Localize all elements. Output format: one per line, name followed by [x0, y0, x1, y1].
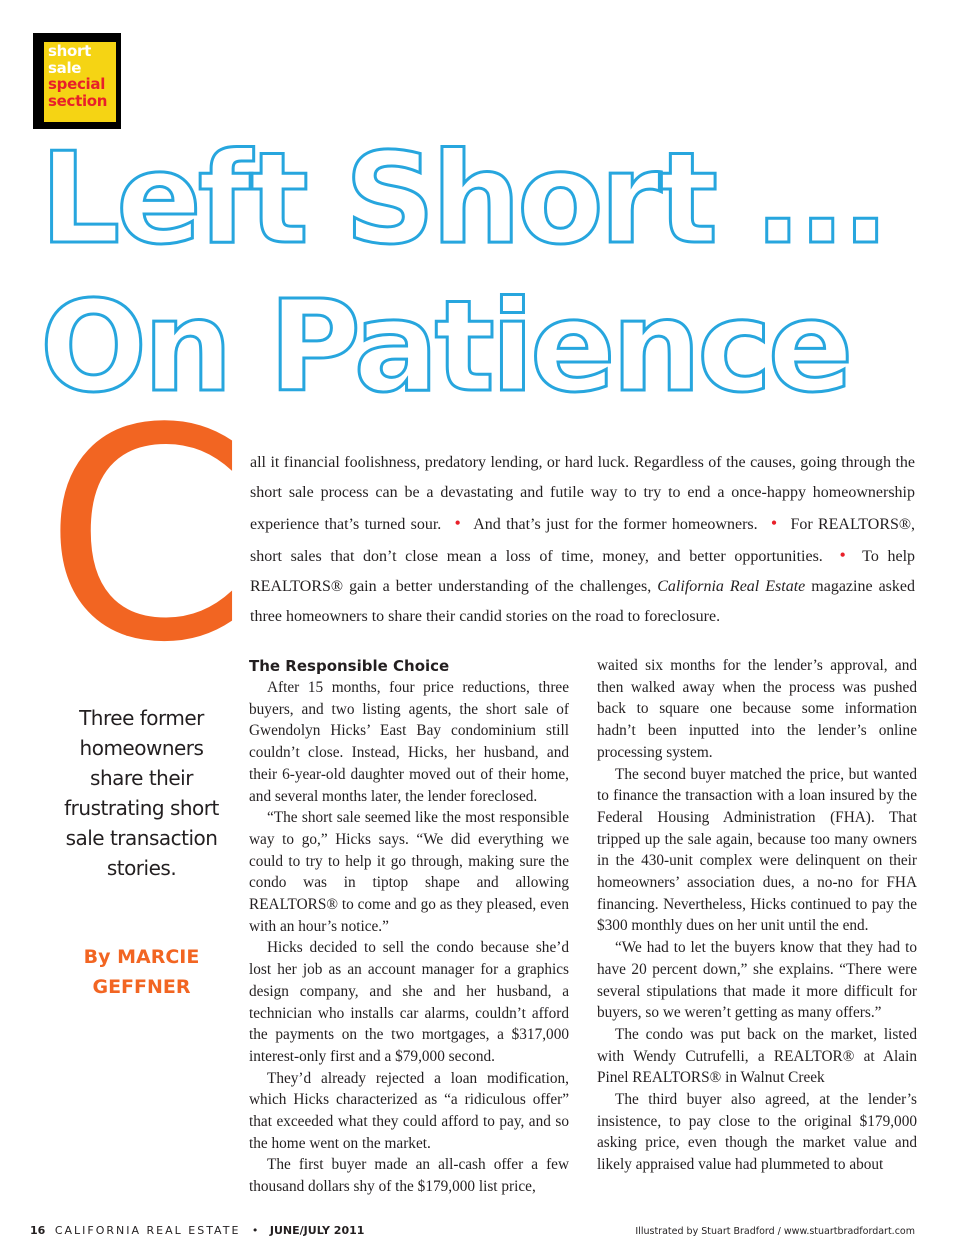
- intro-text-4b: magazine asked three homeowners to share their candid stories on the road to foreclosure.: [250, 578, 916, 625]
- paragraph: “The short sale seemed like the most responsible way to go,” Hicks says. “We did everything we could to try to help it go through, making sure the condo was in tiptop shape and allowing REALTORS® to come and go as they pleased, even with an hour’s notice.”: [249, 809, 569, 935]
- headline-line-1: Left Short ...: [40, 125, 886, 272]
- bullet-separator: •: [454, 513, 461, 533]
- paragraph: The first buyer made an all-cash offer a few thousand dollars shy of the $179,000 list price,: [249, 1156, 569, 1196]
- paragraph: The second buyer matched the price, but wanted to finance the transaction with a loan insured by the Federal Housing Administration (FHA). That tripped up the sale again, because too many owners in the 430-unit complex were delinquent on their homeowners’ association dues, a no-no for FHA financing. Nevertheless, Hicks continued to pay the $300 monthly dues on her unit until the end.: [597, 765, 917, 935]
- tag-line-section: section: [48, 91, 108, 110]
- paragraph: The third buyer also agreed, at the lender’s insistence, to pay close to the original $179,000 asking price, even though the market value and likely appraised value had plummeted to about: [597, 1091, 917, 1174]
- intro-text-2: And that’s just for the former homeowners.: [473, 516, 758, 533]
- headline-line-2: On Patience: [40, 273, 850, 420]
- tag-line-sale: sale: [48, 58, 82, 77]
- paragraph: Hicks decided to sell the condo because she’d lost her job as an account manager for a graphics design company, and she and her husband, a technician who installs car alarms, couldn’t afford the payments on the two mortgages, a $317,000 interest-only first and a $79,000 second.: [249, 939, 569, 1065]
- paragraph: “We had to let the buyers know that they had to have 20 percent down,” she explains. “There were several stipulations that made it more difficult for buyers, so we weren’t getting as many offers.”: [597, 939, 917, 1022]
- page-footer: [30, 1224, 364, 1237]
- paragraph: The condo was put back on the market, listed with Wendy Cutrufelli, a REALTOR® at Alain Pinel REALTORS® in Walnut Creek: [597, 1025, 917, 1087]
- bullet-separator: •: [839, 545, 846, 565]
- page-number: 16: [30, 1224, 46, 1237]
- magazine-name: California Real Estate: [657, 578, 806, 595]
- magazine-title: CALIFORNIA REAL ESTATE: [54, 1224, 241, 1237]
- intro-paragraph: [250, 448, 915, 632]
- tag-line-short: short: [48, 42, 91, 60]
- issue-date: JUNE/JULY 2011: [269, 1224, 365, 1237]
- tag-line-special: special: [48, 75, 106, 93]
- paragraph: They’d already rejected a loan modification, which Hicks characterized as “a ridiculous offer” that exceeded what they could afford to pay, and so the home went on the market.: [249, 1069, 569, 1152]
- intro-text-1: all it financial foolishness, predatory lending, or hard luck. Regardless of the causes, going through the short sale process can be a devastating and futile way to try to end a once-happy homeownership experience that’s turned sour.: [250, 454, 915, 533]
- bullet-separator: •: [770, 513, 778, 533]
- byline: By MARCIE GEFFNER: [83, 946, 200, 998]
- tag-label: [44, 42, 116, 122]
- intro-text-4a: To help REALTORS® gain a better understanding of the challenges,: [250, 548, 916, 595]
- special-section-tag: [33, 33, 121, 129]
- intro-text-3: For REALTORS®, short sales that don’t close mean a loss of time, money, and better opportunities.: [250, 516, 916, 565]
- paragraph: After 15 months, four price reductions, three buyers, and two listing agents, the short sale of Gwendolyn Hicks’ East Bay condominium still couldn’t close. Instead, Hicks, her husband, and their 6-year-old daughter moved out of their home, and several months later, the lender foreclosed.: [249, 679, 569, 805]
- footer-separator: •: [251, 1224, 259, 1237]
- article-column-1: [249, 655, 569, 1198]
- drop-cap: C: [44, 366, 248, 706]
- sidebar-deck: Three former homeowners share their frustrating short sale transaction stories.: [64, 706, 219, 880]
- article-column-2: [597, 655, 917, 1176]
- illustration-credit: Illustrated by Stuart Bradford / www.stuartbradfordart.com: [635, 1226, 915, 1237]
- paragraph: waited six months for the lender’s approval, and then walked away when the process was pushed back to square one because some information hadn’t been inputted into the lender’s online processing system.: [597, 657, 917, 761]
- section-subhead: The Responsible Choice: [249, 657, 450, 675]
